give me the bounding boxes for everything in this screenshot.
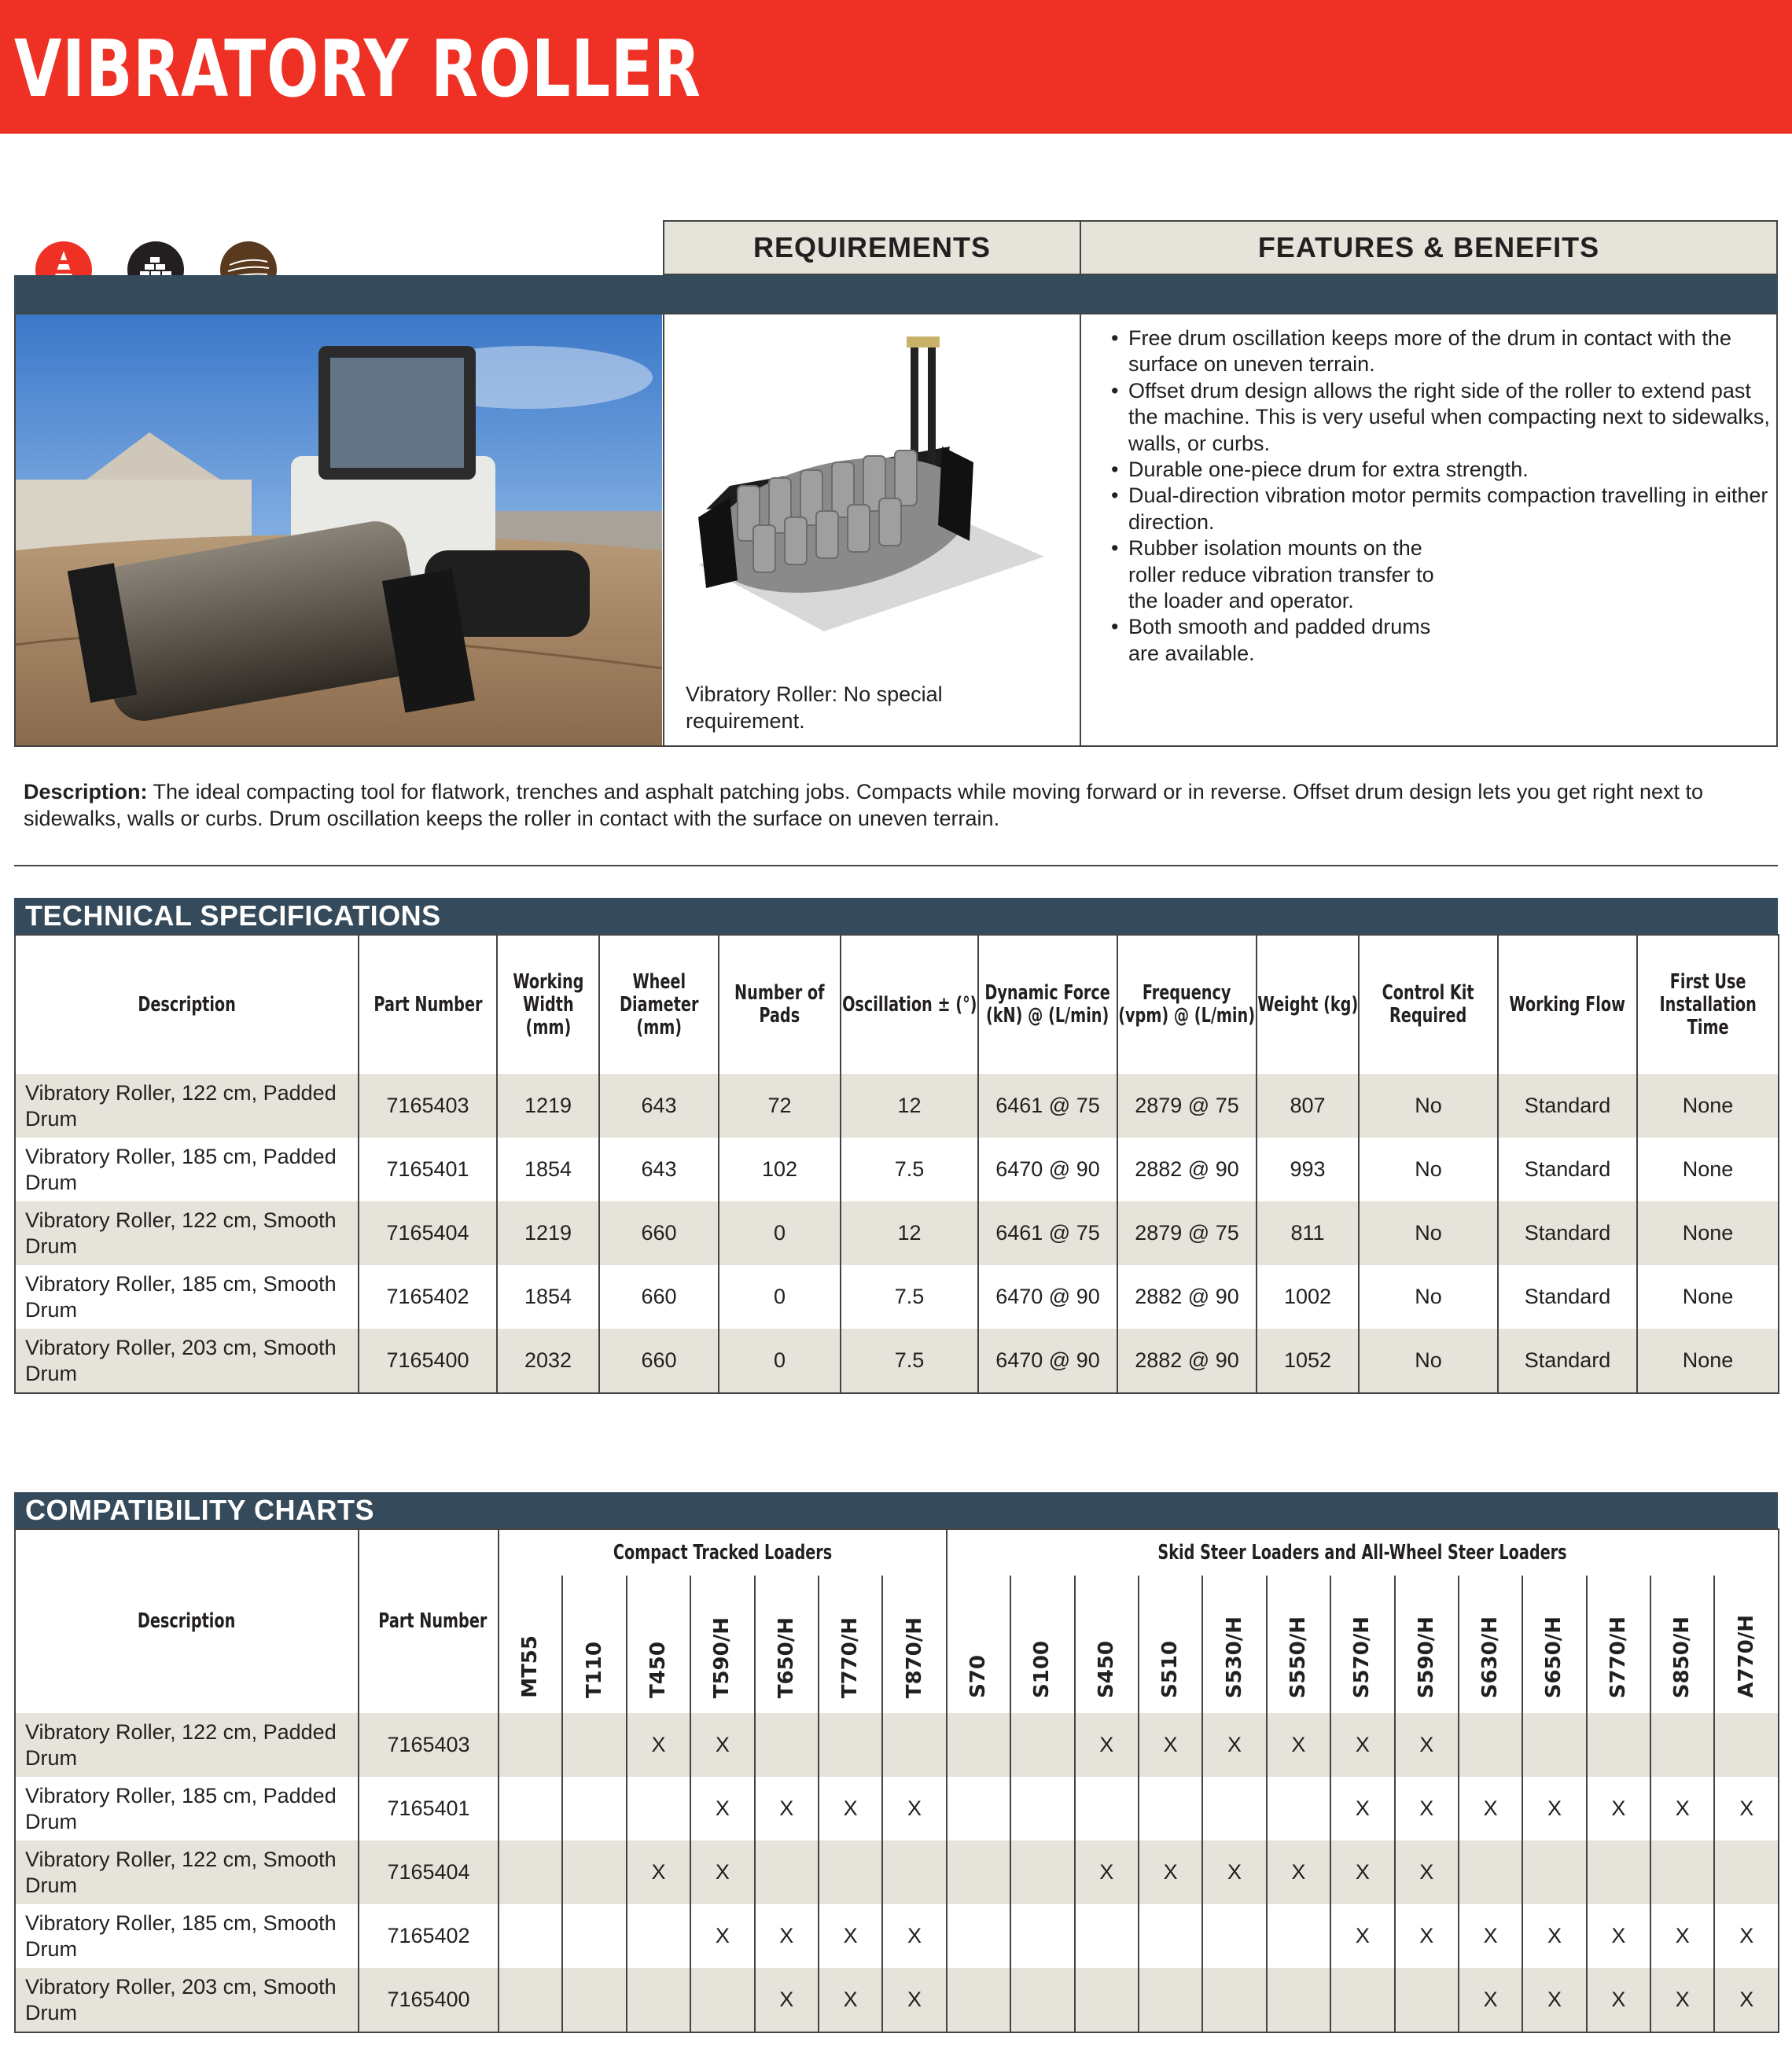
compat-mark-cell bbox=[819, 1713, 882, 1777]
compat-mark-cell: X bbox=[819, 1904, 882, 1968]
spec-cell: 7165403 bbox=[359, 1074, 497, 1138]
compat-mark-cell: X bbox=[755, 1904, 819, 1968]
spec-cell: 643 bbox=[599, 1138, 719, 1201]
requirement-text: Vibratory Roller: No special requirement. bbox=[686, 682, 943, 733]
compat-mark-cell: X bbox=[755, 1968, 819, 2032]
compat-mark-cell bbox=[1075, 1777, 1139, 1841]
compat-row bbox=[15, 1968, 1779, 2032]
compat-mark-cell: X bbox=[882, 1904, 946, 1968]
compat-mark-cell bbox=[755, 1713, 819, 1777]
compat-desc-header: Description bbox=[15, 1529, 359, 1713]
compat-part-header: Part Number bbox=[359, 1529, 499, 1713]
compat-mark-cell bbox=[882, 1841, 946, 1904]
compat-mark-cell bbox=[1330, 1968, 1394, 2032]
compat-part-cell: 7165400 bbox=[359, 1968, 499, 2032]
model-header: S450 bbox=[1075, 1576, 1139, 1713]
compat-mark-cell bbox=[1522, 1713, 1586, 1777]
compat-mark-cell bbox=[882, 1713, 946, 1777]
spec-cell: 811 bbox=[1257, 1201, 1359, 1265]
compat-mark-cell: X bbox=[1587, 1777, 1650, 1841]
compat-mark-cell bbox=[1267, 1968, 1330, 2032]
tech-specs-header-row bbox=[15, 935, 1779, 1074]
spec-desc-cell: Vibratory Roller, 203 cm, Smooth Drum bbox=[15, 1329, 359, 1393]
compat-part-cell: 7165401 bbox=[359, 1777, 499, 1841]
compat-mark-cell bbox=[1139, 1904, 1202, 1968]
compat-mark-cell: X bbox=[882, 1777, 946, 1841]
compat-mark-cell bbox=[755, 1841, 819, 1904]
spec-col-header: Frequency (vpm) @ (L/min) bbox=[1117, 935, 1257, 1074]
spec-col-header: Oscillation ± (°) bbox=[841, 935, 978, 1074]
spec-cell: 2882 @ 90 bbox=[1117, 1329, 1257, 1393]
compat-mark-cell: X bbox=[690, 1713, 754, 1777]
panel-band bbox=[14, 275, 1778, 313]
compat-mark-cell: X bbox=[1267, 1841, 1330, 1904]
spec-cell: Standard bbox=[1498, 1329, 1637, 1393]
spec-cell: 660 bbox=[599, 1265, 719, 1329]
compat-mark-cell: X bbox=[1139, 1841, 1202, 1904]
compat-mark-cell: X bbox=[1075, 1841, 1139, 1904]
compat-mark-cell bbox=[947, 1841, 1010, 1904]
spec-cell: 7.5 bbox=[841, 1265, 978, 1329]
compat-mark-cell bbox=[1650, 1841, 1714, 1904]
compat-mark-cell bbox=[1202, 1968, 1266, 2032]
spec-col-header: First Use Installation Time bbox=[1637, 935, 1779, 1074]
spec-col-header: Dynamic Force (kN) @ (L/min) bbox=[978, 935, 1117, 1074]
compat-mark-cell: X bbox=[1714, 1777, 1779, 1841]
model-header: T110 bbox=[562, 1576, 626, 1713]
description-text: The ideal compacting tool for flatwork, trenches and asphalt patching jobs. Compacts while moving forward or in reverse. Offset drum design lets you get right next to sidewalks, walls or curbs. Drum oscillation keeps the roller in contact with the surface on uneven terrain. bbox=[24, 780, 1704, 830]
spec-desc-cell: Vibratory Roller, 122 cm, Padded Drum bbox=[15, 1074, 359, 1138]
spec-cell: 1219 bbox=[497, 1074, 599, 1138]
compat-mark-cell: X bbox=[1714, 1968, 1779, 2032]
spec-col-header: Number of Pads bbox=[719, 935, 841, 1074]
spec-desc-cell: Vibratory Roller, 122 cm, Smooth Drum bbox=[15, 1201, 359, 1265]
spec-cell: 2882 @ 90 bbox=[1117, 1138, 1257, 1201]
compat-part-cell: 7165404 bbox=[359, 1841, 499, 1904]
compat-mark-cell bbox=[1010, 1777, 1074, 1841]
compat-mark-cell: X bbox=[627, 1841, 690, 1904]
compat-mark-cell bbox=[499, 1777, 562, 1841]
compat-desc-cell: Vibratory Roller, 122 cm, Smooth Drum bbox=[15, 1841, 359, 1904]
compat-mark-cell bbox=[1714, 1713, 1779, 1777]
compat-row bbox=[15, 1904, 1779, 1968]
compat-mark-cell: X bbox=[1395, 1841, 1459, 1904]
compat-mark-cell bbox=[1202, 1904, 1266, 1968]
feature-item: • Dual-direction vibration motor permits compaction travelling in either direction. bbox=[1111, 483, 1772, 535]
spec-col-header: Working Width (mm) bbox=[497, 935, 599, 1074]
compat-mark-cell: X bbox=[690, 1841, 754, 1904]
compat-mark-cell bbox=[499, 1904, 562, 1968]
spec-cell: No bbox=[1359, 1265, 1498, 1329]
spec-cell: No bbox=[1359, 1138, 1498, 1201]
tech-specs-title: TECHNICAL SPECIFICATIONS bbox=[14, 898, 1778, 934]
compat-mark-cell bbox=[1395, 1968, 1459, 2032]
compat-mark-cell bbox=[947, 1968, 1010, 2032]
spec-cell: 1052 bbox=[1257, 1329, 1359, 1393]
spec-desc-cell: Vibratory Roller, 185 cm, Smooth Drum bbox=[15, 1265, 359, 1329]
spec-row bbox=[15, 1074, 1779, 1138]
spec-cell: 12 bbox=[841, 1201, 978, 1265]
compat-mark-cell bbox=[627, 1777, 690, 1841]
compat-mark-cell: X bbox=[755, 1777, 819, 1841]
requirements-header: REQUIREMENTS bbox=[663, 220, 1081, 275]
feature-item: • Offset drum design allows the right side of the roller to extend past the machine. This is very useful when compacting next to sidewalks, walls, or curbs. bbox=[1111, 378, 1772, 457]
compat-mark-cell: X bbox=[1267, 1713, 1330, 1777]
spec-row bbox=[15, 1265, 1779, 1329]
spec-cell: None bbox=[1637, 1074, 1779, 1138]
spec-cell: None bbox=[1637, 1329, 1779, 1393]
ctl-group-header: Compact Tracked Loaders bbox=[499, 1529, 947, 1576]
spec-cell: 102 bbox=[719, 1138, 841, 1201]
feature-item: • Rubber isolation mounts on the roller reduce vibration transfer to the loader and operator. bbox=[1111, 535, 1459, 614]
compat-mark-cell: X bbox=[1075, 1713, 1139, 1777]
compat-mark-cell: X bbox=[1522, 1777, 1586, 1841]
spec-cell: 807 bbox=[1257, 1074, 1359, 1138]
compat-mark-cell: X bbox=[819, 1777, 882, 1841]
model-header: S530/H bbox=[1202, 1576, 1266, 1713]
page-title: VIBRATORY ROLLER bbox=[14, 23, 701, 115]
compat-mark-cell: X bbox=[1650, 1777, 1714, 1841]
spec-cell: Standard bbox=[1498, 1074, 1637, 1138]
compat-mark-cell bbox=[499, 1968, 562, 2032]
compat-mark-cell: X bbox=[1395, 1713, 1459, 1777]
compat-part-cell: 7165403 bbox=[359, 1713, 499, 1777]
compat-mark-cell bbox=[947, 1904, 1010, 1968]
feature-item: • Both smooth and padded drums are available. bbox=[1111, 614, 1459, 667]
spec-col-header: Weight (kg) bbox=[1257, 935, 1359, 1074]
model-header: S850/H bbox=[1650, 1576, 1714, 1713]
compat-mark-cell bbox=[1459, 1841, 1522, 1904]
compat-mark-cell: X bbox=[1139, 1713, 1202, 1777]
spec-cell: 660 bbox=[599, 1201, 719, 1265]
spec-cell: 1854 bbox=[497, 1138, 599, 1201]
compat-mark-cell bbox=[1267, 1904, 1330, 1968]
spec-cell: 1854 bbox=[497, 1265, 599, 1329]
model-header: T770/H bbox=[819, 1576, 882, 1713]
feature-item: • Durable one-piece drum for extra strength. bbox=[1111, 457, 1772, 483]
compat-row bbox=[15, 1841, 1779, 1904]
compat-mark-cell bbox=[627, 1968, 690, 2032]
spec-cell: No bbox=[1359, 1329, 1498, 1393]
compat-mark-cell: X bbox=[1330, 1841, 1394, 1904]
compat-mark-cell: X bbox=[1395, 1904, 1459, 1968]
compat-desc-cell: Vibratory Roller, 203 cm, Smooth Drum bbox=[15, 1968, 359, 2032]
model-header: A770/H bbox=[1714, 1576, 1779, 1713]
model-header: S630/H bbox=[1459, 1576, 1522, 1713]
compat-table bbox=[14, 1528, 1779, 2033]
compat-mark-cell bbox=[562, 1841, 626, 1904]
divider bbox=[14, 865, 1778, 866]
compat-mark-cell bbox=[1010, 1841, 1074, 1904]
compat-mark-cell: X bbox=[1202, 1713, 1266, 1777]
compat-row bbox=[15, 1777, 1779, 1841]
compat-mark-cell: X bbox=[882, 1968, 946, 2032]
model-header: S570/H bbox=[1330, 1576, 1394, 1713]
compat-mark-cell: X bbox=[1330, 1777, 1394, 1841]
tech-specs-body bbox=[15, 1074, 1779, 1393]
model-header: T590/H bbox=[690, 1576, 754, 1713]
compat-mark-cell bbox=[627, 1904, 690, 1968]
spec-cell: 6470 @ 90 bbox=[978, 1265, 1117, 1329]
compat-mark-cell: X bbox=[819, 1968, 882, 2032]
compat-mark-cell bbox=[819, 1841, 882, 1904]
compat-mark-cell: X bbox=[1459, 1904, 1522, 1968]
compat-desc-cell: Vibratory Roller, 122 cm, Padded Drum bbox=[15, 1713, 359, 1777]
spec-cell: 7165404 bbox=[359, 1201, 497, 1265]
description bbox=[24, 778, 1785, 832]
compat-mark-cell: X bbox=[1522, 1904, 1586, 1968]
spec-cell: 993 bbox=[1257, 1138, 1359, 1201]
compat-mark-cell: X bbox=[1522, 1968, 1586, 2032]
spec-cell: 7.5 bbox=[841, 1329, 978, 1393]
spec-cell: 0 bbox=[719, 1329, 841, 1393]
compat-desc-cell: Vibratory Roller, 185 cm, Smooth Drum bbox=[15, 1904, 359, 1968]
compat-part-cell: 7165402 bbox=[359, 1904, 499, 1968]
compat-mark-cell bbox=[1139, 1968, 1202, 2032]
spec-cell: 6470 @ 90 bbox=[978, 1138, 1117, 1201]
spec-col-header: Working Flow bbox=[1498, 935, 1637, 1074]
compat-mark-cell bbox=[1587, 1841, 1650, 1904]
spec-cell: 6461 @ 75 bbox=[978, 1201, 1117, 1265]
spec-col-header: Wheel Diameter (mm) bbox=[599, 935, 719, 1074]
spec-cell: None bbox=[1637, 1265, 1779, 1329]
spec-cell: No bbox=[1359, 1074, 1498, 1138]
spec-cell: 12 bbox=[841, 1074, 978, 1138]
spec-desc-cell: Vibratory Roller, 185 cm, Padded Drum bbox=[15, 1138, 359, 1201]
spec-cell: 7.5 bbox=[841, 1138, 978, 1201]
spec-row bbox=[15, 1138, 1779, 1201]
spec-cell: 6470 @ 90 bbox=[978, 1329, 1117, 1393]
compat-mark-cell bbox=[562, 1777, 626, 1841]
spec-cell: 2879 @ 75 bbox=[1117, 1201, 1257, 1265]
spec-cell: 7165402 bbox=[359, 1265, 497, 1329]
model-header: T870/H bbox=[882, 1576, 946, 1713]
compat-mark-cell bbox=[1202, 1777, 1266, 1841]
compat-mark-cell: X bbox=[1587, 1904, 1650, 1968]
compat-mark-cell: X bbox=[1714, 1904, 1779, 1968]
spec-cell: 2882 @ 90 bbox=[1117, 1265, 1257, 1329]
compat-mark-cell bbox=[947, 1713, 1010, 1777]
compat-mark-cell: X bbox=[1395, 1777, 1459, 1841]
compat-title: COMPATIBILITY CHARTS bbox=[14, 1492, 1778, 1528]
compat-mark-cell bbox=[690, 1968, 754, 2032]
compat-body bbox=[15, 1713, 1779, 2032]
spec-cell: 7165400 bbox=[359, 1329, 497, 1393]
roller-attachment-image bbox=[683, 329, 1052, 643]
compat-mark-cell bbox=[1650, 1713, 1714, 1777]
compat-mark-cell bbox=[1522, 1841, 1586, 1904]
compat-desc-cell: Vibratory Roller, 185 cm, Padded Drum bbox=[15, 1777, 359, 1841]
compat-mark-cell bbox=[499, 1841, 562, 1904]
compat-mark-cell bbox=[1010, 1904, 1074, 1968]
compat-mark-cell: X bbox=[1459, 1777, 1522, 1841]
compat-mark-cell: X bbox=[1330, 1713, 1394, 1777]
spec-col-header: Part Number bbox=[359, 935, 497, 1074]
compat-mark-cell bbox=[1459, 1713, 1522, 1777]
spec-cell: 2879 @ 75 bbox=[1117, 1074, 1257, 1138]
spec-cell: None bbox=[1637, 1201, 1779, 1265]
compat-mark-cell: X bbox=[690, 1904, 754, 1968]
compat-mark-cell: X bbox=[1650, 1968, 1714, 2032]
model-header: S550/H bbox=[1267, 1576, 1330, 1713]
title-bar bbox=[0, 0, 1792, 134]
spec-col-header: Description bbox=[15, 935, 359, 1074]
compat-mark-cell bbox=[1714, 1841, 1779, 1904]
spec-col-header: Control Kit Required bbox=[1359, 935, 1498, 1074]
compat-mark-cell bbox=[1139, 1777, 1202, 1841]
spec-cell: Standard bbox=[1498, 1265, 1637, 1329]
spec-cell: No bbox=[1359, 1201, 1498, 1265]
description-label: Description: bbox=[24, 780, 148, 804]
compat-mark-cell: X bbox=[690, 1777, 754, 1841]
spec-row bbox=[15, 1329, 1779, 1393]
spec-cell: 2032 bbox=[497, 1329, 599, 1393]
compat-mark-cell bbox=[1010, 1713, 1074, 1777]
compat-row bbox=[15, 1713, 1779, 1777]
model-header: T450 bbox=[627, 1576, 690, 1713]
spec-cell: Standard bbox=[1498, 1201, 1637, 1265]
features-list bbox=[1111, 325, 1772, 667]
model-header: S510 bbox=[1139, 1576, 1202, 1713]
spec-cell: 1002 bbox=[1257, 1265, 1359, 1329]
compat-mark-cell: X bbox=[1330, 1904, 1394, 1968]
spec-cell: Standard bbox=[1498, 1138, 1637, 1201]
spec-cell: None bbox=[1637, 1138, 1779, 1201]
compat-mark-cell: X bbox=[1459, 1968, 1522, 2032]
model-header: MT55 bbox=[499, 1576, 562, 1713]
loader-photo bbox=[16, 314, 662, 745]
compat-mark-cell bbox=[562, 1713, 626, 1777]
compat-mark-cell bbox=[947, 1777, 1010, 1841]
model-header: T650/H bbox=[755, 1576, 819, 1713]
spec-cell: 0 bbox=[719, 1265, 841, 1329]
compat-mark-cell bbox=[499, 1713, 562, 1777]
compat-mark-cell bbox=[1075, 1968, 1139, 2032]
tech-specs-table bbox=[14, 934, 1779, 1394]
spec-cell: 0 bbox=[719, 1201, 841, 1265]
compat-mark-cell bbox=[1267, 1777, 1330, 1841]
compat-mark-cell bbox=[1587, 1713, 1650, 1777]
model-header: S650/H bbox=[1522, 1576, 1586, 1713]
compat-mark-cell bbox=[562, 1904, 626, 1968]
model-header: S770/H bbox=[1587, 1576, 1650, 1713]
spec-cell: 6461 @ 75 bbox=[978, 1074, 1117, 1138]
spec-cell: 660 bbox=[599, 1329, 719, 1393]
compat-mark-cell bbox=[562, 1968, 626, 2032]
features-header: FEATURES & BENEFITS bbox=[1081, 220, 1778, 275]
spec-row bbox=[15, 1201, 1779, 1265]
model-header: S590/H bbox=[1395, 1576, 1459, 1713]
spec-cell: 643 bbox=[599, 1074, 719, 1138]
feature-item: • Free drum oscillation keeps more of the drum in contact with the surface on uneven terrain. bbox=[1111, 325, 1772, 378]
compat-mark-cell: X bbox=[627, 1713, 690, 1777]
compat-mark-cell: X bbox=[1650, 1904, 1714, 1968]
spec-cell: 1219 bbox=[497, 1201, 599, 1265]
model-header: S70 bbox=[947, 1576, 1010, 1713]
compat-mark-cell bbox=[1010, 1968, 1074, 2032]
compat-mark-cell: X bbox=[1202, 1841, 1266, 1904]
spec-cell: 7165401 bbox=[359, 1138, 497, 1201]
spec-cell: 72 bbox=[719, 1074, 841, 1138]
compat-mark-cell: X bbox=[1587, 1968, 1650, 2032]
model-header: S100 bbox=[1010, 1576, 1074, 1713]
compat-mark-cell bbox=[1075, 1904, 1139, 1968]
ssl-group-header: Skid Steer Loaders and All-Wheel Steer Loaders bbox=[947, 1529, 1779, 1576]
